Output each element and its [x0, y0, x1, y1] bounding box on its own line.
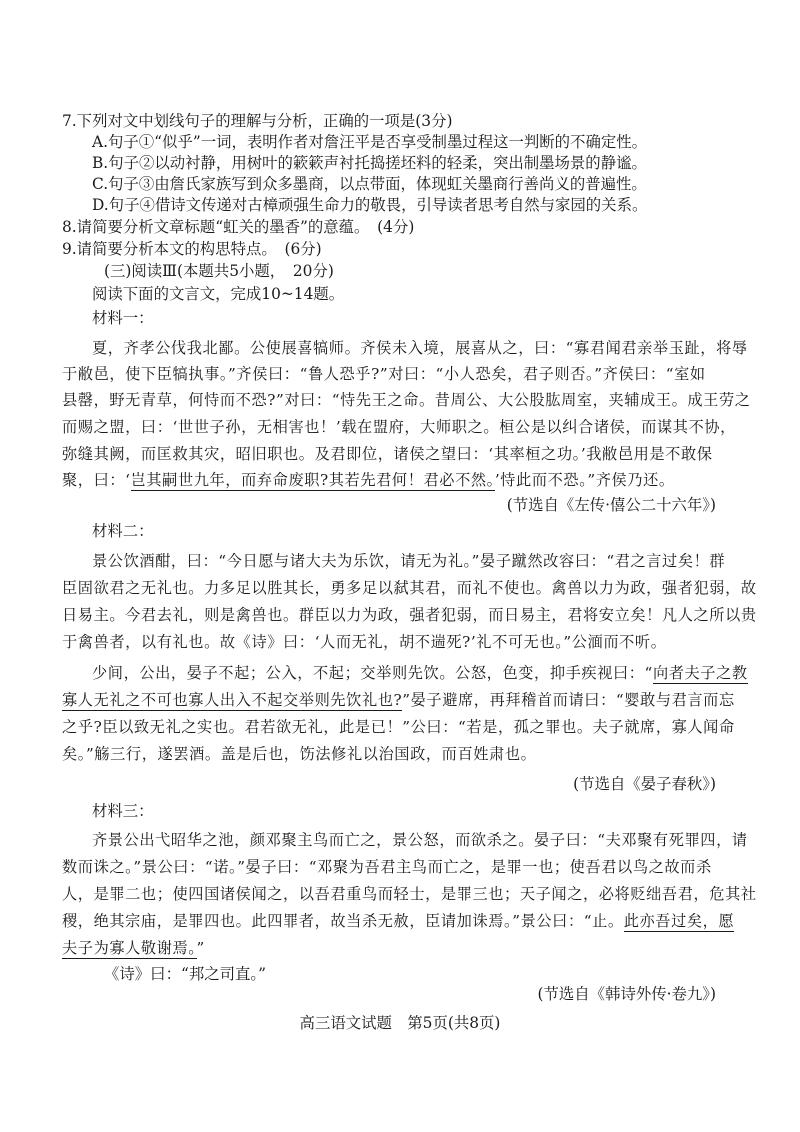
underlined-sentence: 岂其嗣世九年，而弃命废职?其若先君何！君必不然。	[130, 471, 495, 489]
material-1-source: (节选自《左传·僖公二十六年》)	[506, 496, 716, 514]
text-segment: ”晏子避席，再拜稽首而请曰：“婴敢与君言而忘	[402, 691, 735, 709]
page-footer: 高三语文试题 第5页(共8页)	[299, 1014, 501, 1032]
material-3-source: (节选自《韩诗外传·卷九》)	[537, 985, 716, 1003]
text-segment: 聚，曰：‘	[62, 471, 131, 489]
question-7-option-a: A.句子①“似乎”一词，表明作者对詹汪平是否享受制墨过程这一判断的不确定性。	[92, 133, 648, 151]
material-3-label: 材料三：	[92, 802, 154, 820]
material-2-line	[92, 662, 748, 684]
text-segment: 少间，公出，晏子不起；公入，不起；交举则先饮。公怒，色变，抑手疾视曰：“	[92, 664, 653, 682]
material-3-line	[62, 910, 734, 932]
text-segment: 稷，绝其宗庙，是罪四也。此四罪者，故当杀无赦，臣请加诛焉。”景公曰：“止。	[62, 912, 624, 930]
material-2-line	[62, 689, 735, 711]
material-1-line: 县罄，野无青草，何恃而不恐?”对曰：“恃先王之命。昔周公、大公股肱周室，夹辅成王。成王劳之	[62, 391, 751, 409]
material-2-line: 矣。”觞三行，遂罢酒。盖是后也，饬法修礼以治国政，而百姓肃也。	[62, 745, 537, 763]
material-3-line: 数而诛之。”景公曰：“诺。”晏子曰：“邓聚为吾君主鸟而亡之，是罪一也；使吾君以鸟之故而杀	[62, 858, 712, 876]
underlined-sentence: 寡人无礼之不可也寡人出入不起交举则先饮礼也?	[62, 691, 403, 709]
question-7-option-b: B.句子②以动衬静，用树叶的簌簌声衬托捣搓坯料的轻柔，突出制墨场景的静谧。	[92, 154, 647, 172]
material-2-label: 材料二：	[92, 522, 154, 540]
material-2-line: 之乎?臣以致无礼之实也。君若欲无礼，此是已！”公曰：“若是，孤之罪也。夫子就席，寡人闻命	[62, 718, 735, 736]
question-9: 9.请简要分析本文的构思特点。 (6分)	[62, 240, 322, 258]
question-7-option-d: D.句子④借诗文传递对古樟顽强生命力的敬畏，引导读者思考自然与家园的关系。	[92, 196, 648, 214]
text-segment: ”	[196, 939, 205, 957]
material-2-line: 日易主。今君去礼，则是禽兽也。群臣以力为政，强者犯弱，而日易主，君将安立矣！凡人之所以贵	[62, 606, 757, 624]
material-1-line: 而赐之盟，曰：‘世世子孙，无相害也！’载在盟府，大师职之。桓公是以纠合诸侯，而谋其不协，	[62, 418, 736, 436]
material-3-poem: 《诗》曰：“邦之司直。”	[104, 965, 266, 983]
material-1-line: 弥缝其阙，而匡救其灾，昭旧职也。及君即位，诸侯之望曰：‘其率桓之功。’我敝邑用是不敢保	[62, 445, 713, 463]
underlined-sentence: 此亦吾过矣，愿	[623, 912, 735, 930]
material-3-line	[62, 937, 205, 959]
text-segment: ’恃此而不恐。”齐侯乃还。	[494, 471, 675, 489]
material-2-line: 景公饮酒酣，曰：“今日愿与诸大夫为乐饮，请无为礼。”晏子蹴然改容曰：“君之言过矣！群	[92, 552, 726, 570]
material-1-line: 夏，齐孝公伐我北鄙。公使展喜犒师。齐侯未入境，展喜从之，曰：“寡君闻君亲举玉趾，将辱	[92, 339, 748, 357]
question-7-stem: 7.下列对文中划线句子的理解与分析，正确的一项是(3分)	[62, 112, 453, 130]
underlined-sentence: 夫子为寡人敬谢焉。	[62, 939, 197, 957]
material-2-source: (节选自《晏子春秋》)	[573, 775, 716, 793]
section-title: (三)阅读Ⅲ(本题共5小题， 20分)	[104, 262, 334, 280]
material-3-line: 人，是罪二也；使四国诸侯闻之，以吾君重鸟而轻士，是罪三也；天子闻之，必将贬绌吾君，危其社	[62, 885, 757, 903]
underlined-sentence: 向者夫子之教	[652, 664, 748, 682]
material-3-line: 齐景公出弋昭华之池，颜邓聚主鸟而亡之，景公怒，而欲杀之。晏子曰：“夫邓聚有死罪四，请	[92, 831, 748, 849]
section-instruction: 阅读下面的文言文，完成10~14题。	[92, 285, 345, 303]
material-2-line: 于禽兽者，以有礼也。故《诗》曰：‘人而无礼，胡不遄死?’礼不可无也。”公湎而不听。	[62, 633, 667, 651]
material-1-line-last	[62, 469, 675, 491]
material-1-line: 于敝邑，使下臣犒执事。”齐侯曰：“鲁人恐乎?”对曰：“小人恐矣，君子则否。”齐侯曰：“室如	[62, 365, 706, 383]
question-8: 8.请简要分析文章标题“虹关的墨香”的意蕴。 (4分)	[62, 218, 415, 236]
material-1-label: 材料一：	[92, 309, 154, 327]
question-7-option-c: C.句子③由詹氏家族写到众多墨商，以点带面，体现虹关墨商行善尚义的普遍性。	[92, 175, 647, 193]
material-2-line: 臣固欲君之无礼也。力多足以胜其长，勇多足以弑其君，而礼不使也。禽兽以力为政，强者犯弱，故	[62, 579, 757, 597]
